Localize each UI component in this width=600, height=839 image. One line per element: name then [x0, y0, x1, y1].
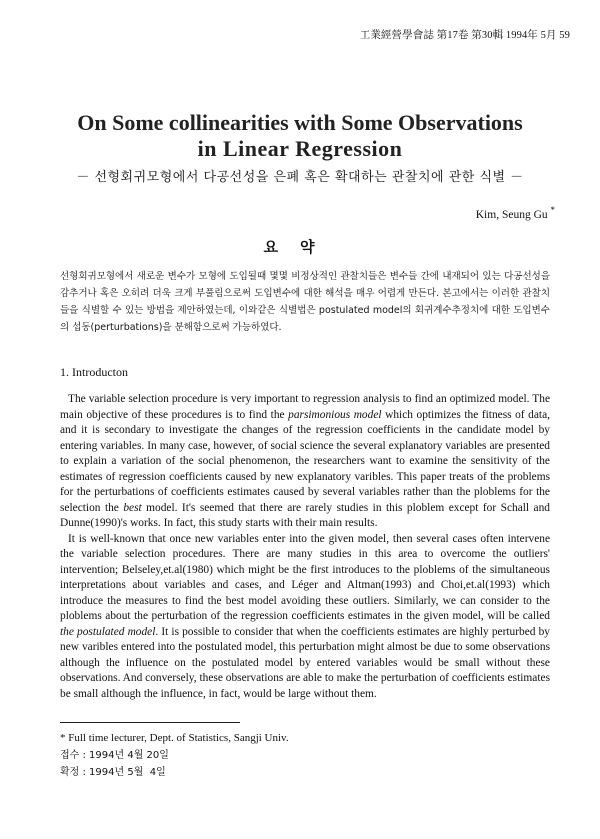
footnote-affiliation: * Full time lecturer, Dept. of Statistics, Sangji Univ.	[60, 732, 289, 744]
paragraph-1	[60, 392, 550, 532]
emphasis: parsimonious model	[288, 408, 382, 421]
title-line-1: On Some collinearities with Some Observations	[77, 110, 523, 135]
text-run: . It is possible to consider that when the coefficients estimates are highly perturbed by new varibles entered into the postulated model, this perturbation might almost be due to some observations although the influence on the postulated model by entered variables would be small without these observations. And conversely, these observations are able to make the perturbation of coefficients estimates be small although the influence, in fact, would be large without them.	[60, 625, 550, 700]
footnotes	[60, 730, 289, 781]
footnote-received-date: 접수 : 1994년 4월 20일	[60, 750, 169, 761]
text-run: The variable selection procedure is very important to regression analysis to find an optimized model. The main objective of these procedures is to find the	[60, 393, 550, 421]
abstract-text: 선형회귀모형에서 새로운 변수가 모형에 도입될때 몇몇 비정상적인 관찰치들은 변수들 간에 내재되어 있는 다공선성을 감추거나 혹은 오히려 더욱 크게 부풀림으로써 도입변수에 대한 해석을 매우 어렵게 만든다. 본고에서는 이러한 관찰치들을 식별할 수 있는 방법을 제안하였는데, 이와같은 식별법은 postulated model의 회귀계수추정치에 대한 도입변수의 섭동(perturbations)을 분해함으로써 가능하였다.	[60, 271, 550, 333]
text-run: It is well-known that once new variables enter into the given model, then several cases often intervene the variable selection procedures. There are many studies in this area to overcome the outliers' intervention; Belseley,et.al(1980) which might be the first introduces to the ploblems of the simultaneous interpretations about variables and cases, and Léger and Altman(1993) and Choi,et.al(1993) which introduce the measures to find the best model avoiding these outliers. Similarly, we can consider to the ploblems about the perturbation of the regression coefficients estimates in the given model, will be called	[60, 532, 550, 622]
section-heading-introduction: 1. Introducton	[60, 365, 128, 379]
text-run: model. It's seemed that there are rarely studies in this ploblem except for Schall and Dunne(1990)'s works. In fact, this study starts with their main results.	[60, 501, 550, 529]
paper-title	[0, 110, 600, 162]
paragraph-2	[60, 532, 550, 703]
body-text	[60, 392, 550, 702]
paper-subtitle: － 선형회귀모형에서 다공선성을 은폐 혹은 확대하는 관찰치에 관한 식별 －	[76, 170, 524, 185]
title-line-2: in Linear Regression	[197, 136, 403, 161]
footnote-accepted-date: 확정 : 1994년 5월 4일	[60, 767, 166, 778]
emphasis: best	[123, 501, 142, 514]
author-footnote-mark: *	[550, 205, 555, 215]
journal-header: 工業經營學會誌 第17卷 第30輯 1994年 5月 59	[359, 30, 570, 41]
author-name: Kim, Seung Gu	[475, 208, 548, 221]
text-run: which optimizes the fitness of data, and it is secondary to investigate the changes of the regression coefficients in the candidate model by entering variables. In many case, however, of social science the several explanatory variables are presented to explain a variation of the social phenomenon, the researchers want to examine the sensitivity of the estimates of regression coefficients caused by new explanatory varibles. This paper treats of the problems for the perturbations of coefficients estimates caused by several variables rather than the ploblems for the selection the	[60, 408, 550, 514]
emphasis: the postulated model	[60, 625, 156, 638]
footnote-divider	[60, 722, 240, 723]
abstract-heading: 요약	[263, 238, 337, 256]
author	[476, 205, 555, 221]
